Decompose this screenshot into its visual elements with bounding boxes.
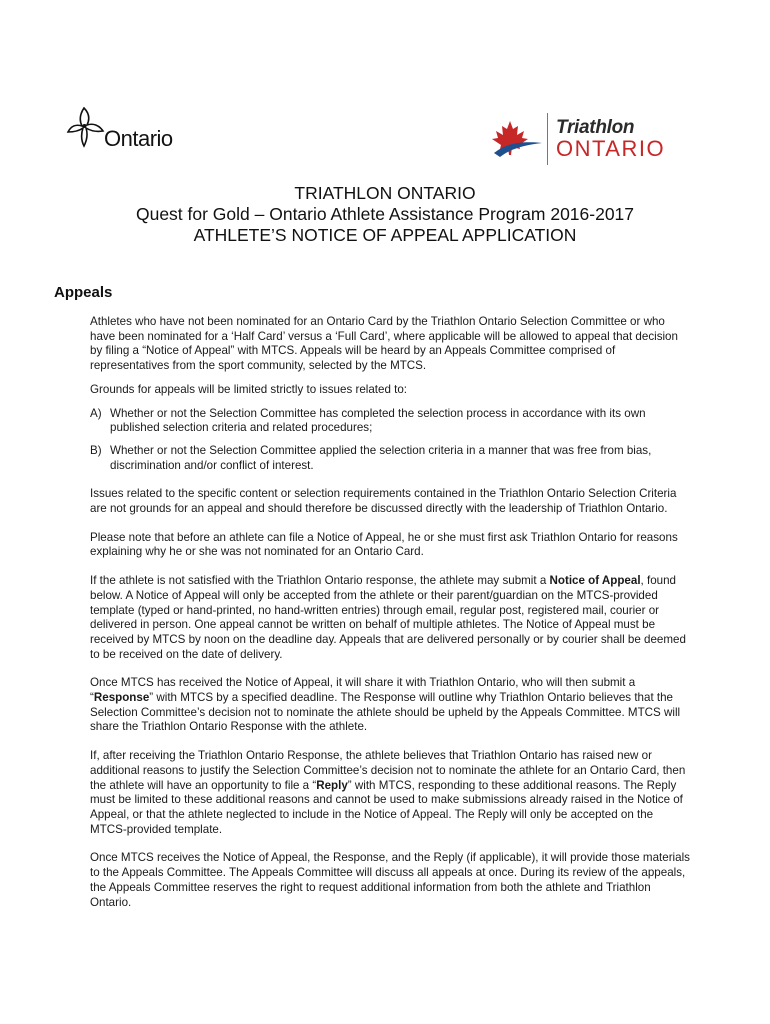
paragraph: Athletes who have not been nominated for an Ontario Card by the Triathlon Ontario Selection Committee or who have been nominated for a ‘Half Card’ versus a ‘Full Card’, where applicable will be allowed to appeal that decision by filing a “Notice of Appeal” with MTCS. Appeals will be heard by an Appeals Committee comprised of representatives from the sport community, selected by the MTCS. <box>90 315 678 373</box>
paragraph <box>90 676 690 735</box>
bold-term: Notice of Appeal <box>549 574 641 588</box>
text-run: If the athlete is not satisfied with the Triathlon Ontario response, the athlete may submit a <box>90 574 550 588</box>
triathlon-ontario-logo <box>488 111 668 167</box>
title-org: TRIATHLON ONTARIO <box>294 183 476 203</box>
list-item <box>90 444 690 473</box>
bold-term: Response <box>93 691 150 705</box>
paragraph <box>90 574 690 662</box>
list-text: Whether or not the Selection Committee has completed the selection process in accordance with its own published selection criteria and related procedures; <box>110 406 646 435</box>
list-marker: B) <box>90 443 102 457</box>
logo-line-triathlon: Triathlon <box>556 117 635 138</box>
text-run: If, after receiving the Triathlon Ontario Response, the athlete believes that Triathlon Ontario has raised new or additional reasons to justify the Selection Committee’s decision not to nominate the athlete for an Ontario Card, then the athlete will have an opportunity to file a “ <box>90 749 686 792</box>
paragraph: Issues related to the specific content or selection requirements contained in the Triathlon Ontario Selection Criteria are not grounds for an appeal and should therefore be discussed directly with the leadership of Triathlon Ontario. <box>90 487 677 516</box>
text-run: ” with MTCS, responding to these additional reasons. The Reply must be limited to these additional reasons and cannot be used to make submissions already raised in the Notice of Appeal, or that the athlete neglected to include in the Notice of Appeal. The Reply will only be accepted on the MTCS-provided template. <box>90 778 683 836</box>
logo-line-ontario: ONTARIO <box>556 136 666 161</box>
text-run: ” with MTCS by a specified deadline. The Response will outline why Triathlon Ontario believes that the Selection Committee’s decision not to nominate the athlete should be upheld by the Appeals Committee. MTCS will share the Triathlon Ontario Response with the athlete. <box>90 691 681 734</box>
ontario-logo <box>66 104 206 154</box>
title-program: Quest for Gold – Ontario Athlete Assistance Program 2016-2017 <box>135 204 635 224</box>
appeals-body <box>90 315 690 919</box>
ontario-wordmark: Ontario <box>104 126 173 151</box>
list-marker: A) <box>90 406 102 420</box>
title-form: ATHLETE’S NOTICE OF APPEAL APPLICATION <box>193 225 577 245</box>
text-run: Once MTCS has received the Notice of Appeal, it will share it with Triathlon Ontario, who will then submit a “ <box>90 676 636 705</box>
text-run: , found below. A Notice of Appeal will only be accepted from the athlete or their parent/guardian on the MTCS-provided template (typed or hand-printed, no hand-written entries) through email, regular post, registered mail, courier or delivered in person. One appeal cannot be written on behalf of multiple athletes. The Notice of Appeal must be received by MTCS by noon on the deadline day. Appeals that are delivered personally or by courier shall be deemed to be received on the date of delivery. <box>90 574 686 661</box>
paragraph: Grounds for appeals will be limited strictly to issues related to: <box>90 382 408 396</box>
document-title <box>0 183 770 246</box>
logo-divider <box>547 113 548 165</box>
paragraph: Please note that before an athlete can file a Notice of Appeal, he or she must first ask Triathlon Ontario for reasons explaining why he or she was not nominated for an Ontario Card. <box>90 530 678 559</box>
maple-leaf-icon <box>488 119 546 159</box>
section-heading-appeals: Appeals <box>54 284 113 301</box>
paragraph: Once MTCS receives the Notice of Appeal, the Response, and the Reply (if applicable), it will provide those materials to the Appeals Committee. The Appeals Committee will discuss all appeals at once. During its review of the appeals, the Appeals Committee reserves the right to request additional information from both the athlete and Triathlon Ontario. <box>90 851 690 909</box>
paragraph <box>90 749 690 837</box>
list-text: Whether or not the Selection Committee applied the selection criteria in a manner that was free from bias, discrimination and/or conflict of interest. <box>110 443 652 472</box>
trillium-icon <box>66 104 106 148</box>
list-item <box>90 407 690 436</box>
bold-term: Reply <box>316 778 348 792</box>
